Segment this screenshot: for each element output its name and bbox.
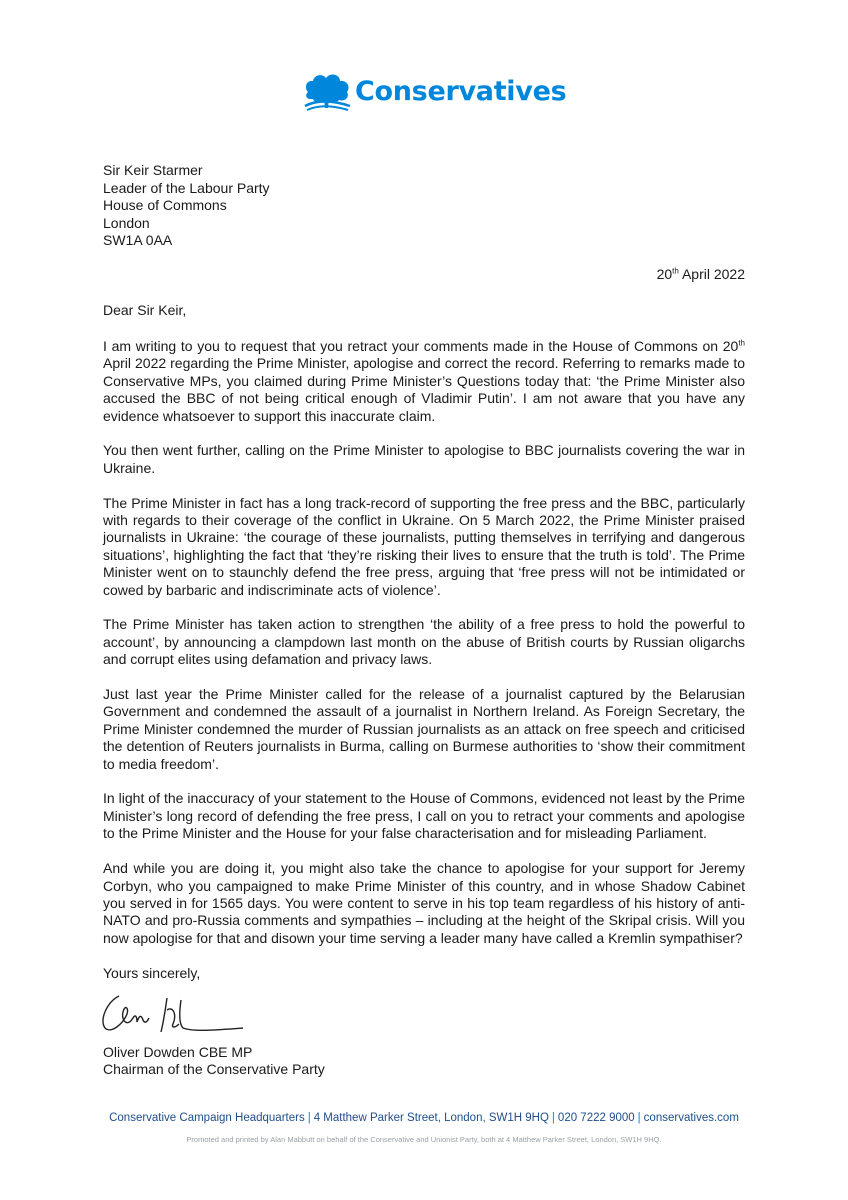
conservatives-logo [302,70,566,112]
date-rest: April 2022 [678,266,745,282]
signatory-title: Chairman of the Conservative Party [103,1061,325,1078]
signature [103,982,745,1044]
letter-date [657,266,745,282]
letter-body [103,338,745,1079]
body-paragraph: In light of the inaccuracy of your statement to the House of Commons, evidenced not least by the Prime Minister’s long record of defending the free press, I call on you to retract your comments and apologise to the Prime Minister and the House for your false characterisation and for misleading Parliament. [103,790,745,842]
body-paragraph: The Prime Minister has taken action to strengthen ‘the ability of a free press to hold the powerful to account’, by announcing a clampdown last month on the abuse of British courts by Russian oligarchs and corrupt elites using defamation and privacy laws. [103,616,745,668]
brand-name: Conservatives [355,75,567,107]
signatory-name: Oliver Dowden CBE MP [103,1043,253,1060]
footer-website[interactable]: conservatives.com [643,1112,739,1124]
recipient-address [103,162,270,250]
address-line: Leader of the Labour Party [103,179,270,196]
body-paragraph: The Prime Minister in fact has a long track-record of supporting the free press and the BBC, particularly with regards to their coverage of the conflict in Ukraine. On 5 March 2022, the Prime Minister praised journalists in Ukraine: ‘the courage of these journalists, putting themselves in terrifying and dangerous situations’, highlighting the fact that ‘they’re risking their lives to ensure that the truth is told’. The Prime Minister went on to staunchly defend the free press, arguing that ‘free press will not be intimidated or cowed by barbaric and indiscriminate acts of violence’. [103,494,745,598]
closing: Yours sincerely, [103,964,201,981]
footer-address: 4 Matthew Parker Street, London, SW1H 9HQ [313,1112,549,1124]
body-paragraph: And while you are doing it, you might also take the chance to apologise for your support for Jeremy Corbyn, who you campaigned to make Prime Minister of this country, and in whose Shadow Cabinet you served in for 1565 days. You were content to serve in his top team regardless of his history of anti-NATO and pro-Russia comments and sympathies – including at the height of the Skripal crisis. Will you now apologise for that and disown your time serving a leader many have called a Kremlin sympathiser? [103,860,745,946]
body-paragraph: Just last year the Prime Minister called for the release of a journalist captured by the Belarusian Government and condemned the assault of a journalist in Northern Ireland. As Foreign Secretary, the Prime Minister condemned the murder of Russian journalists as an attack on free speech and criticised the detention of Reuters journalists in Burma, calling on Burmese authorities to ‘show their commitment to media freedom’. [103,686,745,772]
address-line: London [103,214,150,231]
date-suffix: th [672,266,679,276]
oak-tree-icon [302,70,352,112]
address-line: Sir Keir Starmer [103,162,203,178]
footer-contact: Conservative Campaign Headquarters | 4 Matthew Parker Street, London, SW1H 9HQ | 020 7222 9000 | conservatives.com [109,1112,739,1124]
footer-phone: 020 7222 9000 [557,1112,635,1124]
salutation: Dear Sir Keir, [103,302,187,318]
address-line: House of Commons [103,197,227,214]
address-line: SW1A 0AA [103,232,173,249]
signature-mark [97,988,247,1043]
body-paragraph: You then went further, calling on the Prime Minister to apologise to BBC journalists covering the war in Ukraine. [103,442,745,476]
date-day: 20 [656,266,673,282]
footer-imprint: Promoted and printed by Alan Mabbutt on behalf of the Conservative and Unionist Party, both at 4 Matthew Parker Street, London, SW1H 9HQ. [186,1135,662,1144]
footer-hq: Conservative Campaign Headquarters [109,1112,305,1124]
body-paragraph: I am writing to you to request that you retract your comments made in the House of Commons on 20th April 2022 regarding the Prime Minister, apologise and correct the record. Referring to remarks made to Conservative MPs, you claimed during Prime Minister’s Questions today that: ‘the Prime Minister also accused the BBC of not being critical enough of Vladimir Putin’. I am not aware that you have any evidence whatsoever to support this inaccurate claim. [103,338,745,424]
